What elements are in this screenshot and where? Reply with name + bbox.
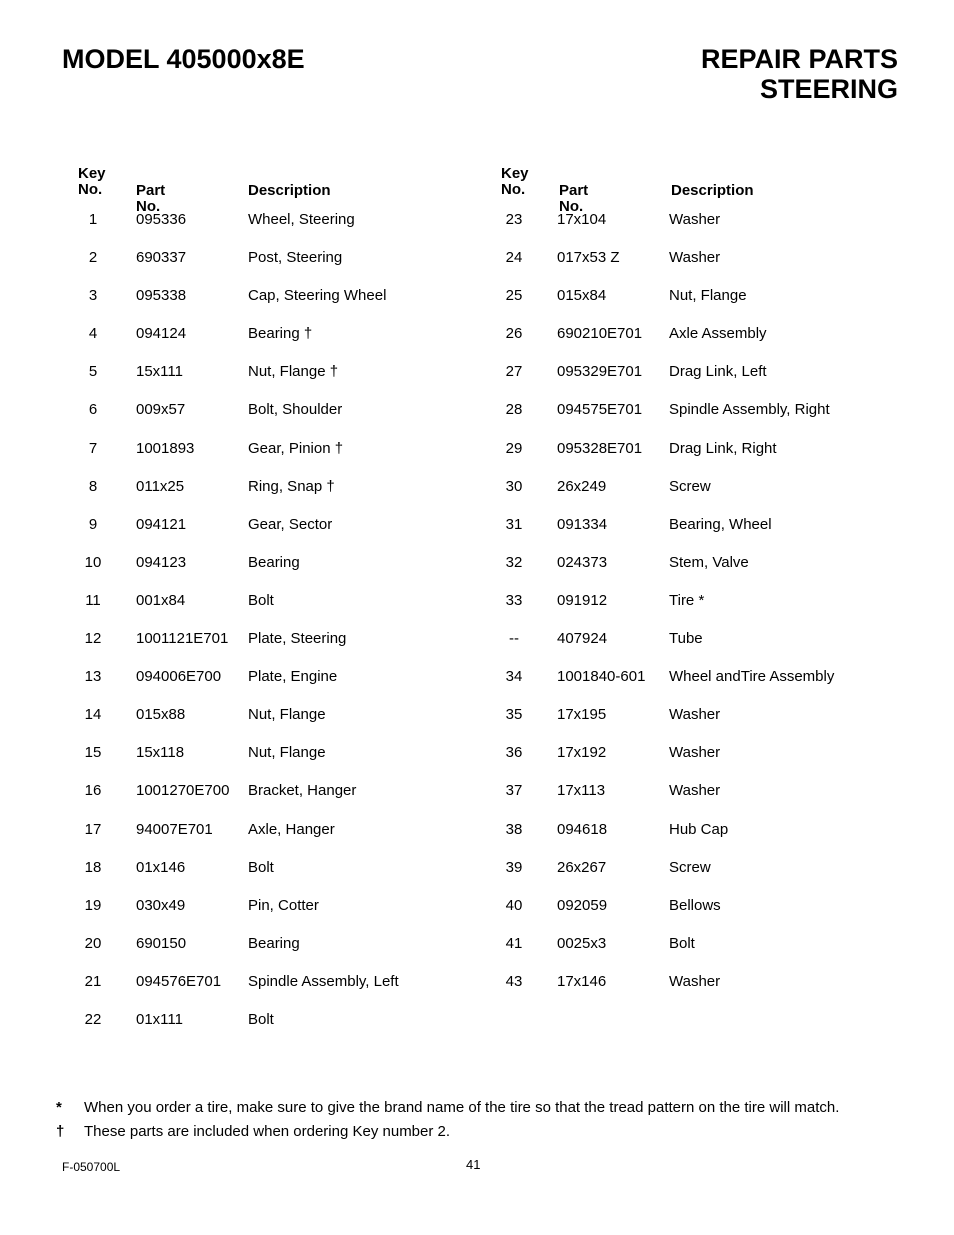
key-no-cell: 4 (88, 325, 98, 343)
description-cell: Wheel andTire Assembly (669, 668, 835, 686)
description-cell: Plate, Engine (248, 668, 338, 686)
description-cell: Bolt (669, 934, 695, 952)
description-cell: Washer (669, 211, 721, 228)
key-no-cell: 5 (88, 363, 98, 381)
key-no-cell: 40 (505, 896, 523, 914)
description-cell: Ring, Snap † (248, 477, 335, 495)
description-cell: Cap, Steering Wheel (248, 287, 387, 305)
description-cell: Bolt (248, 1010, 274, 1028)
footnote-text: These parts are included when ordering Key number 2. (84, 1123, 451, 1140)
part-no-cell: 092059 (557, 896, 608, 914)
part-no-cell: 094575E701 (557, 401, 643, 419)
part-no-cell: 690150 (136, 934, 187, 952)
description-cell: Bolt (248, 858, 274, 876)
page-number: 41 (466, 1157, 481, 1172)
part-no-cell: 17x146 (557, 972, 607, 990)
key-no-cell: 17 (84, 820, 102, 838)
key-no-cell: 15 (84, 744, 102, 762)
key-no-cell: 41 (505, 934, 523, 952)
key-no-cell: 21 (84, 972, 102, 990)
key-no-cell: 12 (84, 630, 102, 648)
description-cell: Tire * (669, 591, 705, 609)
description-cell: Screw (669, 477, 711, 495)
part-no-cell: 1001893 (136, 439, 195, 457)
key-no-header (501, 166, 561, 198)
key-no-cell: 36 (505, 744, 523, 762)
part-no-cell: 015x84 (557, 287, 607, 305)
part-no-cell: 17x104 (557, 211, 607, 228)
description-cell: Bearing (248, 553, 300, 571)
description-cell: Nut, Flange (248, 744, 326, 762)
part-no-cell: 01x146 (136, 858, 186, 876)
key-no-cell: 29 (505, 439, 523, 457)
part-no-cell: 01x111 (136, 1010, 183, 1028)
key-no-cell: 20 (84, 934, 102, 952)
part-no-header: Part No. (136, 182, 166, 215)
description-cell: Wheel, Steering (248, 211, 355, 228)
key-no-cell: 6 (88, 401, 98, 419)
key-no-cell: 28 (505, 401, 523, 419)
part-no-cell: 094124 (136, 325, 187, 343)
description-cell: Drag Link, Left (669, 363, 767, 381)
description-cell: Nut, Flange (248, 706, 326, 724)
part-no-cell: 26x267 (557, 858, 607, 876)
part-no-cell: 094006E700 (136, 668, 222, 686)
description-cell: Stem, Valve (669, 553, 749, 571)
key-no-cell: 16 (84, 782, 102, 800)
description-cell: Spindle Assembly, Right (669, 401, 830, 419)
key-no-cell: 11 (85, 591, 101, 609)
key-no-cell: 26 (505, 325, 523, 343)
description-cell: Washer (669, 249, 721, 267)
description-cell: Axle, Hanger (248, 820, 335, 838)
key-no-cell: 37 (505, 782, 523, 800)
footnote-text: When you order a tire, make sure to give the brand name of the tire so that the tread pattern on the tire will match. (84, 1099, 840, 1116)
description-cell: Washer (669, 706, 721, 724)
description-cell: Gear, Pinion † (248, 439, 344, 457)
footnote-symbol: * (56, 1099, 62, 1116)
key-header-line-1: Key (78, 165, 106, 182)
key-no-cell: 31 (505, 515, 523, 533)
key-no-cell: 39 (505, 858, 523, 876)
description-cell: Bearing † (248, 325, 313, 343)
key-no-cell: 3 (88, 287, 98, 305)
description-cell: Drag Link, Right (669, 439, 777, 457)
key-header-line-1: Key (501, 165, 529, 182)
part-no-cell: 015x88 (136, 706, 186, 724)
key-no-cell: 13 (84, 668, 102, 686)
part-no-cell: 690337 (136, 249, 187, 267)
part-no-header: Part No. (559, 182, 589, 215)
key-no-cell: 32 (505, 553, 523, 571)
key-no-cell: 34 (505, 668, 523, 686)
description-cell: Spindle Assembly, Left (248, 972, 399, 990)
section-title-line-1: REPAIR PARTS (700, 44, 898, 74)
part-no-cell: 26x249 (557, 477, 607, 495)
key-no-cell: 19 (84, 896, 102, 914)
description-cell: Bearing, Wheel (669, 515, 772, 533)
description-cell: Nut, Flange (669, 287, 747, 305)
part-no-cell: 0025x3 (557, 934, 607, 952)
part-no-cell: 094123 (136, 553, 187, 571)
description-cell: Tube (669, 630, 703, 648)
description-cell: Bellows (669, 896, 721, 914)
key-no-cell: 10 (84, 553, 102, 571)
part-no-cell: 011x25 (136, 477, 185, 495)
key-header-line-2: No. (501, 181, 526, 198)
description-cell: Washer (669, 972, 721, 990)
part-no-cell: 094121 (136, 515, 187, 533)
part-no-cell: 407924 (557, 630, 608, 648)
part-no-cell: 17x195 (557, 706, 607, 724)
description-cell: Bearing (248, 934, 300, 952)
key-no-cell: 27 (505, 363, 523, 381)
key-no-cell: 35 (505, 706, 523, 724)
part-no-cell: 1001270E700 (136, 782, 230, 800)
part-no-cell: 091334 (557, 515, 608, 533)
description-cell: Plate, Steering (248, 630, 347, 648)
key-no-cell: 22 (84, 1010, 102, 1028)
description-cell: Bolt (248, 591, 274, 609)
description-cell: Hub Cap (669, 820, 729, 838)
part-no-cell: 017x53 Z (557, 249, 620, 267)
key-no-header (78, 166, 138, 198)
part-no-cell: 095328E701 (557, 439, 643, 457)
description-cell: Bracket, Hanger (248, 782, 357, 800)
part-no-cell: 1001840-601 (557, 668, 646, 686)
part-no-cell: 024373 (557, 553, 608, 571)
description-cell: Post, Steering (248, 249, 343, 267)
part-no-cell: 17x192 (557, 744, 607, 762)
key-no-cell: 1 (88, 211, 98, 228)
part-no-cell: 17x113 (557, 782, 606, 800)
key-no-cell: 8 (88, 477, 98, 495)
key-no-cell: 25 (505, 287, 523, 305)
description-cell: Screw (669, 858, 711, 876)
key-no-cell: 38 (505, 820, 523, 838)
part-no-cell: 001x84 (136, 591, 186, 609)
description-cell: Washer (669, 744, 721, 762)
key-no-cell: 7 (88, 439, 98, 457)
description-cell: Nut, Flange † (248, 363, 339, 381)
description-header: Description (248, 182, 331, 199)
key-no-cell: 2 (88, 249, 98, 267)
part-no-cell: 095329E701 (557, 363, 643, 381)
part-no-cell: 095338 (136, 287, 187, 305)
key-no-cell: 43 (505, 972, 523, 990)
footnote-symbol: † (56, 1123, 65, 1140)
description-cell: Washer (669, 782, 721, 800)
key-no-cell: 9 (88, 515, 98, 533)
description-cell: Axle Assembly (669, 325, 767, 343)
key-no-cell: 14 (84, 706, 102, 724)
section-title-line-2: STEERING (759, 74, 898, 104)
description-cell: Bolt, Shoulder (248, 401, 343, 419)
part-no-cell: 1001121E701 (136, 630, 229, 648)
key-header-line-2: No. (78, 181, 103, 198)
document-code: F-050700L (62, 1160, 121, 1174)
section-title (701, 44, 898, 104)
description-header: Description (671, 182, 754, 199)
part-no-cell: 091912 (557, 591, 608, 609)
key-no-cell: 33 (505, 591, 523, 609)
description-cell: Pin, Cotter (248, 896, 319, 914)
model-title: MODEL 405000x8E (62, 44, 305, 74)
key-no-cell: 18 (84, 858, 102, 876)
part-no-cell: 095336 (136, 211, 187, 228)
part-no-cell: 094576E701 (136, 972, 222, 990)
part-no-cell: 15x118 (136, 744, 185, 762)
part-no-cell: 15x111 (136, 363, 183, 381)
part-no-cell: 030x49 (136, 896, 186, 914)
part-no-cell: 94007E701 (136, 820, 213, 838)
key-no-cell: 30 (505, 477, 523, 495)
part-no-cell: 094618 (557, 820, 608, 838)
key-no-cell: 24 (505, 249, 523, 267)
key-no-cell: -- (509, 630, 519, 648)
key-no-cell: 23 (505, 211, 523, 228)
part-no-cell: 009x57 (136, 401, 186, 419)
description-cell: Gear, Sector (248, 515, 333, 533)
part-no-cell: 690210E701 (557, 325, 643, 343)
